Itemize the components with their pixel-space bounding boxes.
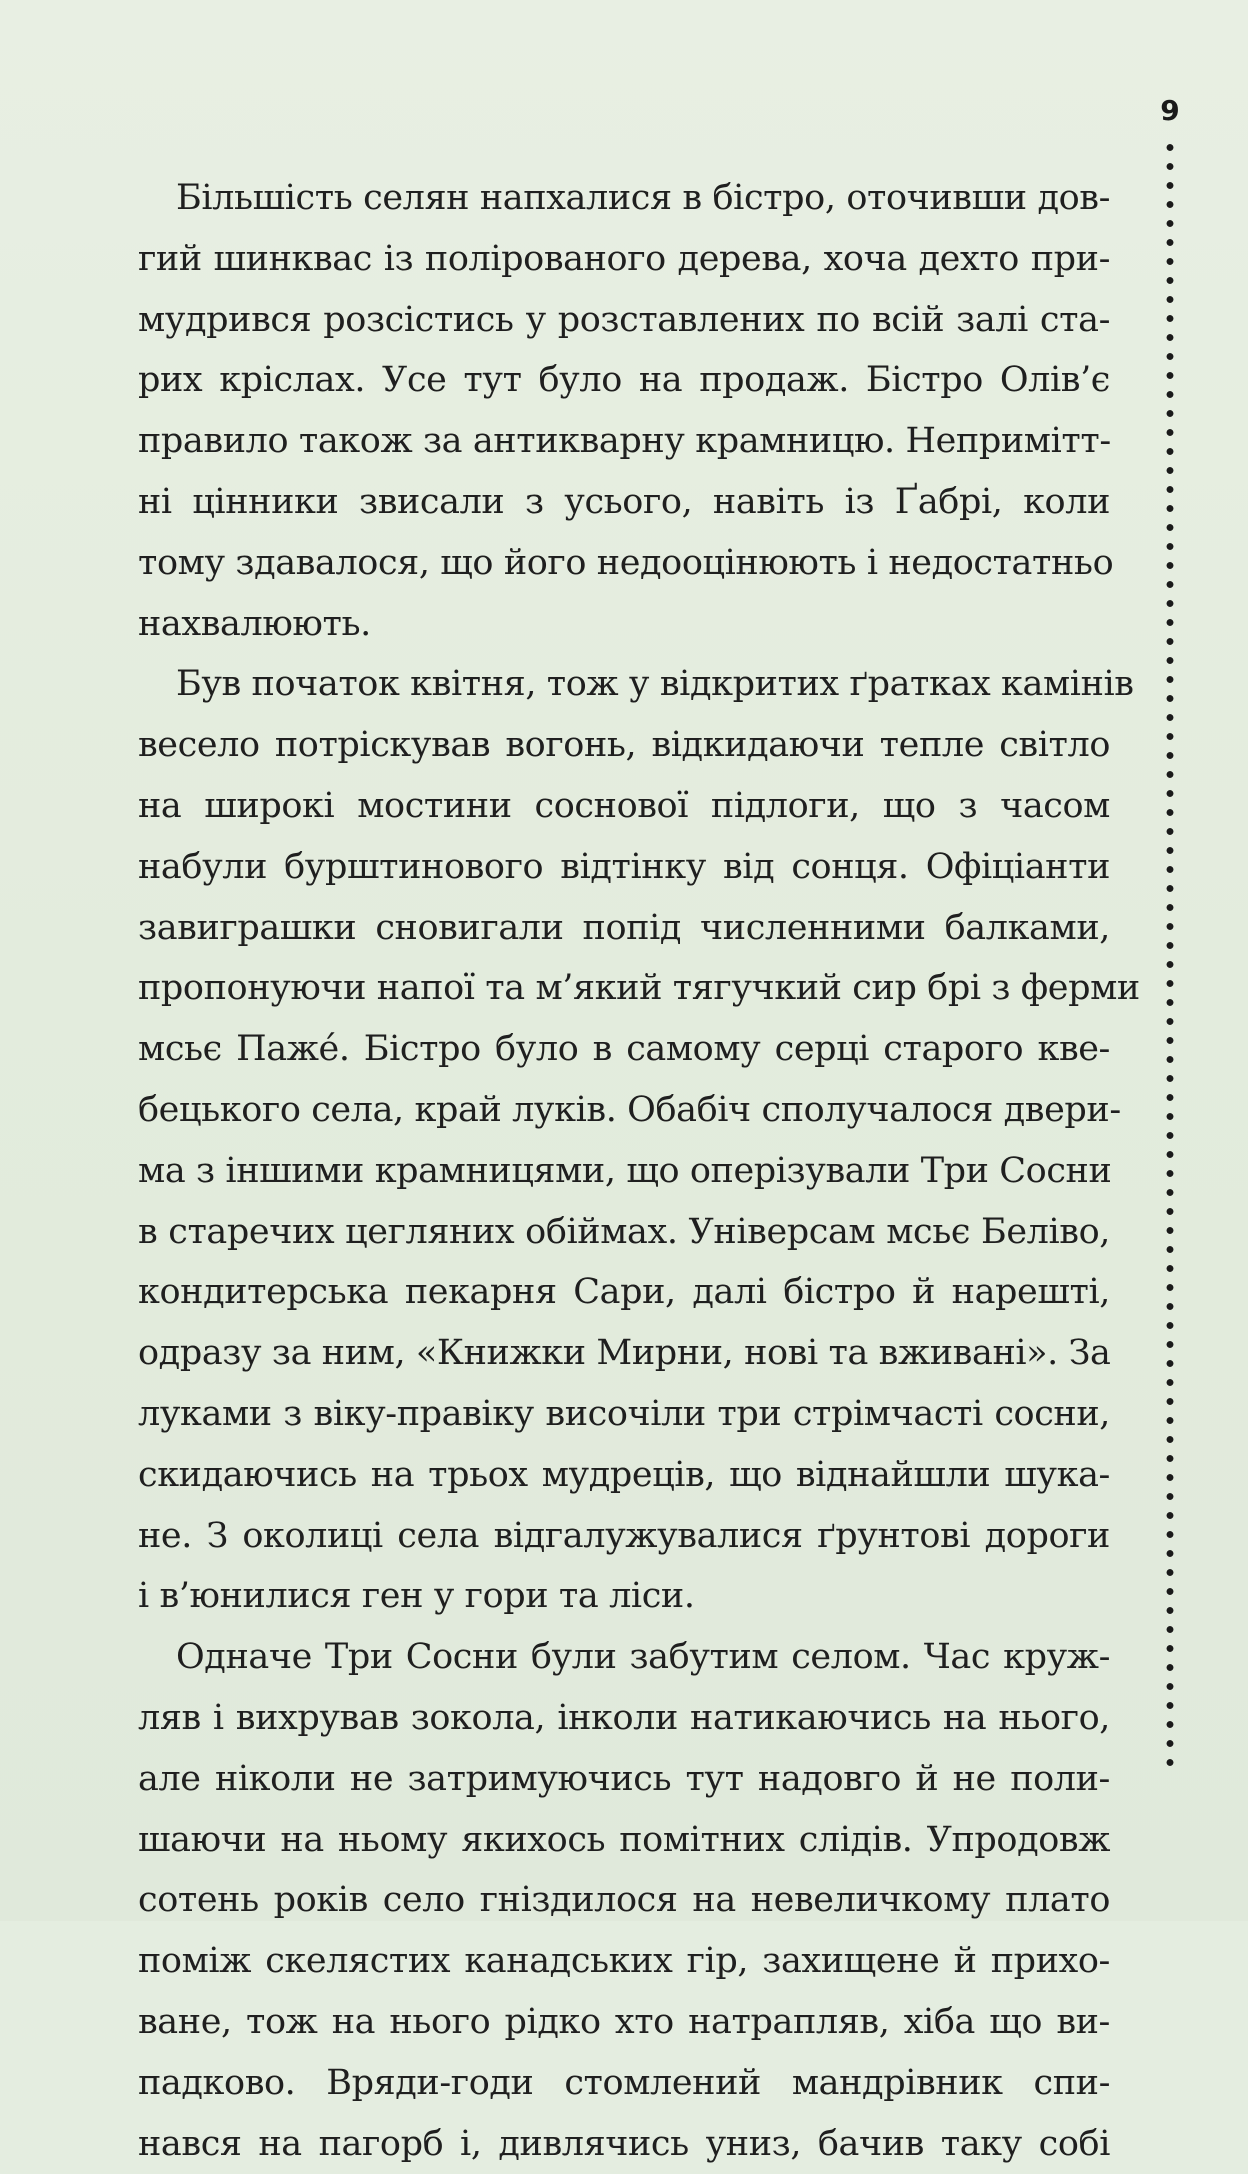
text-line: на широкі мостини соснової підлоги, що з часом [138,776,1110,837]
text-line: падково. Вряди-годи стомлений мандрівник спи- [138,2053,1110,2114]
paragraph-1 [138,168,1110,654]
paragraph-2 [138,654,1110,1627]
text-line: нався на пагорб і, дивлячись униз, бачив таку собі [138,2114,1110,2174]
text-line: не. З околиці села відгалужувалися ґрунтові дороги [138,1506,1110,1567]
text-line: ване, тож на нього рідко хто натрапляв, хіба що ви- [138,1992,1110,2053]
text-line: скидаючись на трьох мудреців, що віднайшли шука- [138,1445,1110,1506]
text-line: мудрився розсістись у розставлених по всій залі ста- [138,290,1110,351]
text-line: ні цінники звисали з усього, навіть із Ґабрі, коли [138,472,1110,533]
text-line: одразу за ним, «Книжки Мирни, нові та вживані». За [138,1323,1110,1384]
dotted-margin-rule [1165,138,1175,1778]
text-line: ляв і вихрував зокола, інколи натикаючись на нього, [138,1688,1110,1749]
paragraph-3 [138,1627,1110,2174]
page-number: 9 [1150,96,1190,126]
text-line: рих кріслах. Усе тут було на продаж. Бістро Олів’є [138,350,1110,411]
text-line: весело потріскував вогонь, відкидаючи тепле світло [138,715,1110,776]
text-line: луками з віку-правіку височіли три стрімчасті сосни, [138,1384,1110,1445]
text-line: правило також за антикварну крамницю. Непримітт- [138,411,1110,472]
text-line: але ніколи не затримуючись тут надовго й не поли- [138,1749,1110,1810]
text-line: сотень років село гніздилося на невеличкому плато [138,1870,1110,1931]
text-line: бецького села, край луків. Обабіч сполучалося двери- [138,1080,1110,1141]
text-line: поміж скелястих канадських гір, захищене й прихо- [138,1931,1110,1992]
text-line: Більшість селян напхалися в бістро, оточивши дов- [138,168,1110,229]
text-line: пропонуючи напої та м’який тягучкий сир брі з ферми [138,958,1110,1019]
text-line: шаючи на ньому якихось помітних слідів. Упродовж [138,1810,1110,1871]
body-text [138,168,1110,2174]
text-line: набули бурштинового відтінку від сонця. Офіціанти [138,837,1110,898]
text-line: Був початок квітня, тож у відкритих ґратках камінів [138,654,1110,715]
text-line: завиграшки сновигали попід численними балками, [138,898,1110,959]
text-line: і в’юнилися ген у гори та ліси. [138,1566,1110,1627]
text-line: тому здавалося, що його недооцінюють і недостатньо [138,533,1110,594]
text-line: ма з іншими крамницями, що оперізували Три Сосни [138,1141,1110,1202]
text-line: кондитерська пекарня Сари, далі бістро й нарешті, [138,1262,1110,1323]
text-line: гий шинквас із полірованого дерева, хоча дехто при- [138,229,1110,290]
text-line: нахвалюють. [138,594,1110,655]
text-line: в старечих цегляних обіймах. Універсам мсьє Беліво, [138,1202,1110,1263]
text-line: мсьє Пажé. Бістро було в самому серці старого кве- [138,1019,1110,1080]
text-line: Одначе Три Сосни були забутим селом. Час круж- [138,1627,1110,1688]
